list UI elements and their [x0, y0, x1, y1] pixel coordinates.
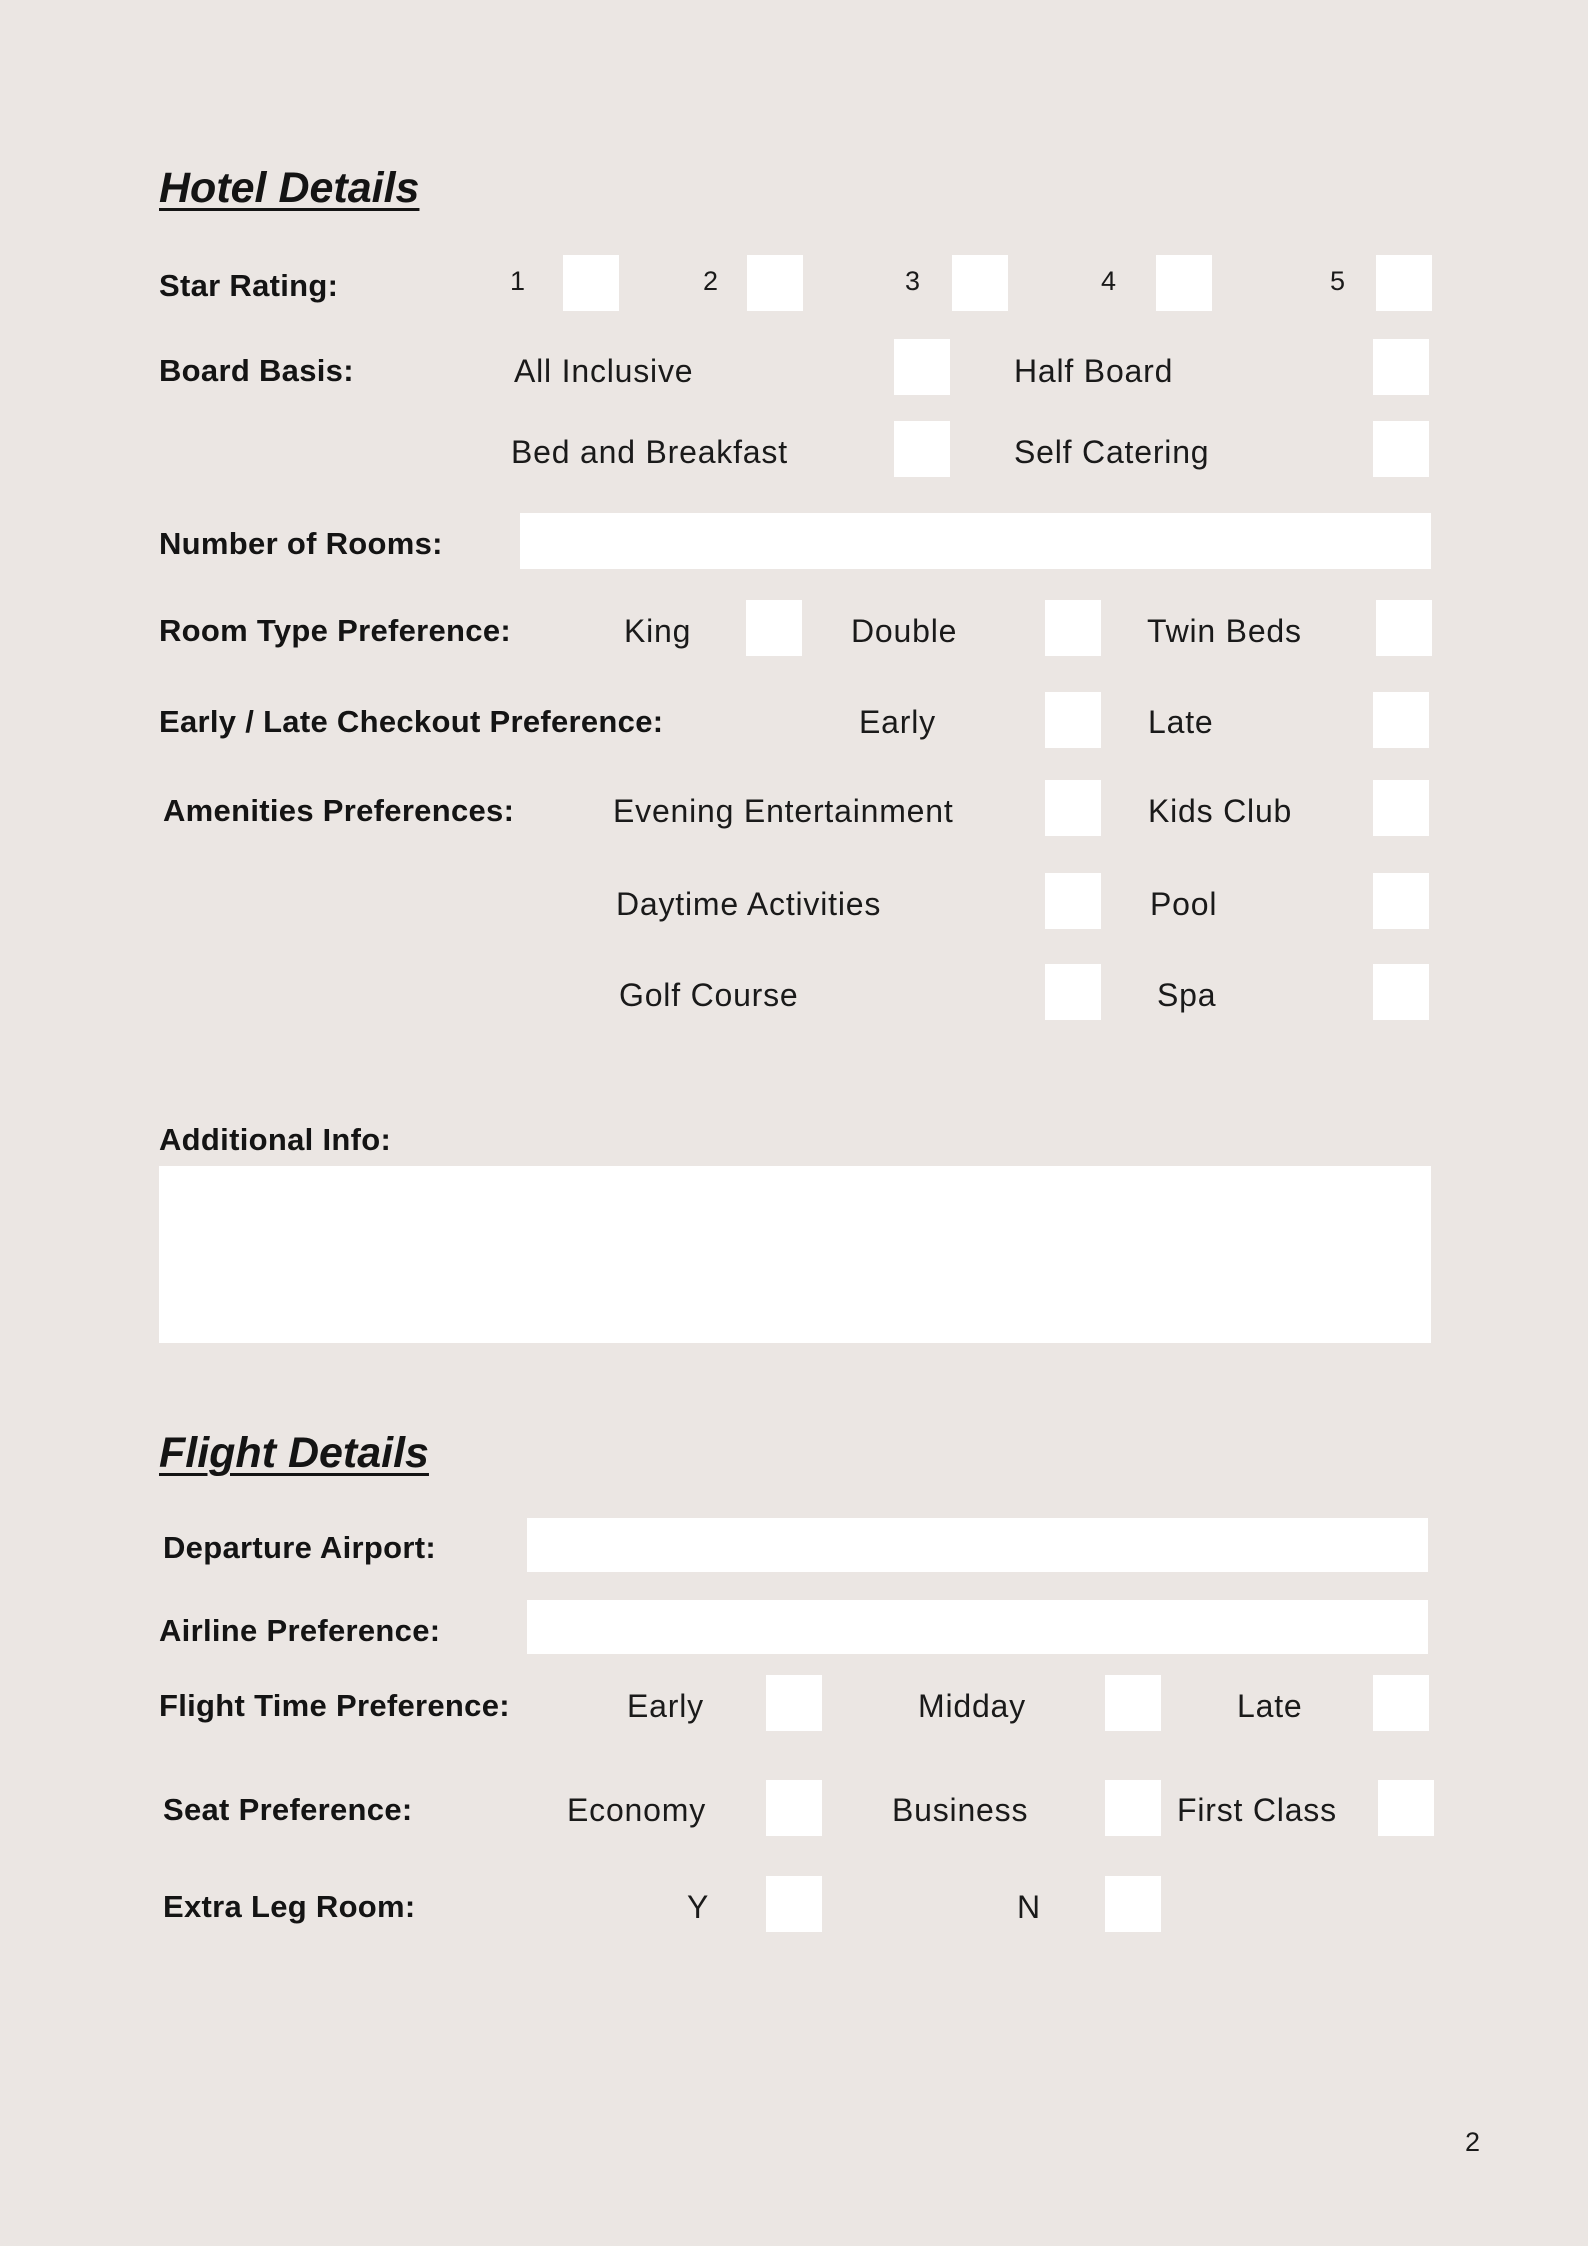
legroom-yes-label: Y [687, 1889, 710, 1925]
checkout-preference-label: Early / Late Checkout Preference: [159, 704, 664, 739]
first-class-label: First Class [1177, 1792, 1337, 1828]
king-label: King [624, 613, 692, 649]
departure-airport-label: Departure Airport: [163, 1530, 436, 1565]
flight-midday-checkbox[interactable] [1105, 1675, 1161, 1731]
flight-early-checkbox[interactable] [766, 1675, 822, 1731]
star-4-checkbox[interactable] [1156, 255, 1212, 311]
room-type-label: Room Type Preference: [159, 613, 511, 648]
kids-club-label: Kids Club [1148, 793, 1293, 829]
star-3-label: 3 [905, 266, 921, 296]
checkout-early-checkbox[interactable] [1045, 692, 1101, 748]
number-of-rooms-input[interactable] [520, 513, 1431, 569]
first-class-checkbox[interactable] [1378, 1780, 1434, 1836]
twin-beds-checkbox[interactable] [1376, 600, 1432, 656]
evening-entertainment-label: Evening Entertainment [613, 793, 954, 829]
flight-midday-label: Midday [918, 1688, 1026, 1724]
bed-and-breakfast-checkbox[interactable] [894, 421, 950, 477]
economy-label: Economy [567, 1792, 706, 1828]
flight-details-heading: Flight Details [159, 1429, 429, 1477]
spa-checkbox[interactable] [1373, 964, 1429, 1020]
daytime-activities-checkbox[interactable] [1045, 873, 1101, 929]
business-label: Business [892, 1792, 1029, 1828]
airline-preference-input[interactable] [527, 1600, 1428, 1654]
twin-beds-label: Twin Beds [1147, 613, 1302, 649]
checkout-late-checkbox[interactable] [1373, 692, 1429, 748]
golf-course-label: Golf Course [619, 977, 799, 1013]
evening-entertainment-checkbox[interactable] [1045, 780, 1101, 836]
checkout-late-label: Late [1148, 704, 1214, 740]
page-number: 2 [1465, 2127, 1481, 2157]
self-catering-label: Self Catering [1014, 434, 1210, 470]
business-checkbox[interactable] [1105, 1780, 1161, 1836]
all-inclusive-checkbox[interactable] [894, 339, 950, 395]
double-label: Double [851, 613, 958, 649]
star-rating-label: Star Rating: [159, 268, 339, 303]
king-checkbox[interactable] [746, 600, 802, 656]
double-checkbox[interactable] [1045, 600, 1101, 656]
flight-late-checkbox[interactable] [1373, 1675, 1429, 1731]
hotel-details-heading: Hotel Details [159, 164, 420, 212]
star-3-checkbox[interactable] [952, 255, 1008, 311]
spa-label: Spa [1157, 977, 1217, 1013]
star-1-checkbox[interactable] [563, 255, 619, 311]
departure-airport-input[interactable] [527, 1518, 1428, 1572]
flight-time-label: Flight Time Preference: [159, 1688, 510, 1723]
flight-early-label: Early [627, 1688, 704, 1724]
self-catering-checkbox[interactable] [1373, 421, 1429, 477]
half-board-checkbox[interactable] [1373, 339, 1429, 395]
star-5-label: 5 [1330, 266, 1346, 296]
bed-and-breakfast-label: Bed and Breakfast [511, 434, 788, 470]
golf-course-checkbox[interactable] [1045, 964, 1101, 1020]
legroom-no-label: N [1017, 1889, 1041, 1925]
flight-late-label: Late [1237, 1688, 1303, 1724]
star-4-label: 4 [1101, 266, 1117, 296]
pool-label: Pool [1150, 886, 1218, 922]
star-2-checkbox[interactable] [747, 255, 803, 311]
additional-info-label: Additional Info: [159, 1122, 392, 1157]
number-of-rooms-label: Number of Rooms: [159, 526, 443, 561]
kids-club-checkbox[interactable] [1373, 780, 1429, 836]
legroom-yes-checkbox[interactable] [766, 1876, 822, 1932]
daytime-activities-label: Daytime Activities [616, 886, 882, 922]
airline-preference-label: Airline Preference: [159, 1613, 441, 1648]
half-board-label: Half Board [1014, 353, 1174, 389]
extra-leg-room-label: Extra Leg Room: [163, 1889, 416, 1924]
board-basis-label: Board Basis: [159, 353, 354, 388]
pool-checkbox[interactable] [1373, 873, 1429, 929]
legroom-no-checkbox[interactable] [1105, 1876, 1161, 1932]
economy-checkbox[interactable] [766, 1780, 822, 1836]
star-2-label: 2 [703, 266, 719, 296]
seat-preference-label: Seat Preference: [163, 1792, 413, 1827]
star-5-checkbox[interactable] [1376, 255, 1432, 311]
checkout-early-label: Early [859, 704, 936, 740]
all-inclusive-label: All Inclusive [514, 353, 694, 389]
additional-info-textarea[interactable] [159, 1166, 1431, 1343]
star-1-label: 1 [510, 266, 526, 296]
amenities-label: Amenities Preferences: [163, 793, 515, 828]
